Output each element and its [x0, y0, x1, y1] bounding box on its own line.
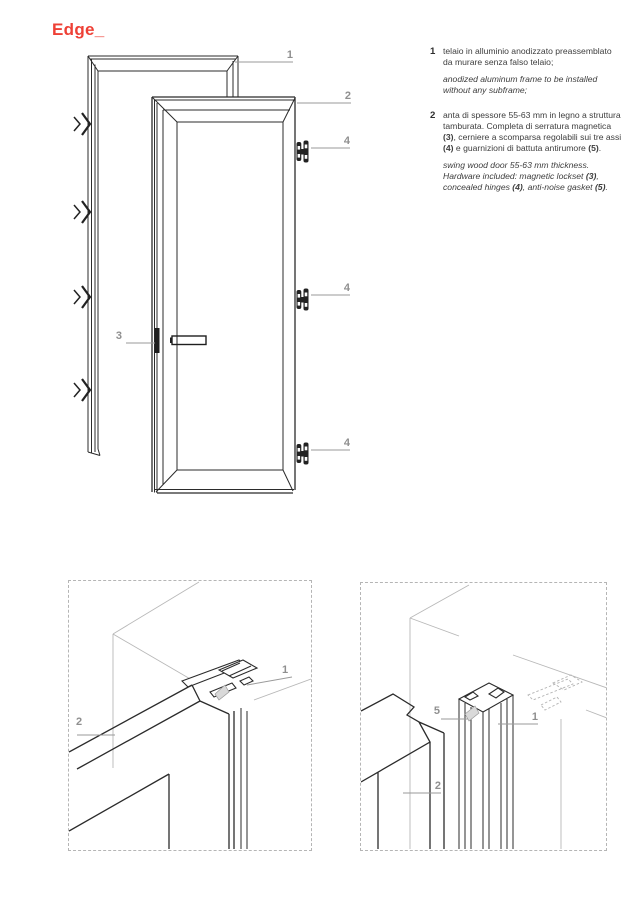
frame-outline — [74, 56, 238, 456]
lock-icon — [155, 328, 160, 353]
callout-gasket-label: 5 — [433, 705, 440, 717]
door-slab-outline — [69, 685, 234, 849]
callout-hinge-top-label: 4 — [343, 135, 350, 147]
callout-door-label: 2 — [75, 716, 83, 728]
callout-frame-label: 1 — [531, 711, 538, 723]
callout-frame-label: 1 — [286, 49, 293, 61]
hinge-icon — [297, 443, 309, 465]
page-title: Edge_ — [52, 20, 105, 39]
spec-list — [430, 46, 622, 207]
wall-construction-lines — [410, 585, 606, 849]
spec-item-door — [430, 110, 622, 193]
spec-text-english: swing wood door 55-63 mm thickness. Hardware included: magnetic lockset (3), concealed hinges (4), anti-noise gasket (5). — [443, 160, 608, 192]
detail-box-frame-top — [68, 580, 312, 851]
phantom-profile-section — [528, 675, 582, 710]
spec-item-marker: 1 — [430, 46, 436, 57]
spec-text-italian: anta di spessore 55-63 mm in legno a struttura tamburata. Completa di serratura magnetica (3), cerniere a scomparsa regolabili sui tre assi (4) e guarnizioni di battuta antirumore (5). — [443, 110, 622, 153]
hinge-icon — [297, 141, 309, 163]
main-door-drawing — [50, 40, 360, 520]
callout-frame-label: 1 — [281, 664, 289, 676]
callout-door-label: 2 — [434, 780, 441, 792]
callout-door-label: 2 — [344, 90, 351, 102]
callout-lock-label: 3 — [115, 330, 122, 342]
door-slab-outline — [361, 694, 444, 849]
detail-left-drawing — [69, 581, 311, 850]
detail-box-frame-side — [360, 582, 607, 851]
callout-hinge-mid-label: 4 — [343, 282, 350, 294]
main-drawing-callouts — [116, 49, 351, 450]
frame-profile-member — [459, 683, 513, 849]
spec-item-marker: 2 — [430, 110, 436, 121]
detail-right-drawing — [361, 583, 606, 850]
callout-hinge-bottom-label: 4 — [343, 437, 350, 449]
handle-icon — [170, 336, 206, 345]
spec-text-italian: telaio in alluminio anodizzato preassemblato da murare senza falso telaio; — [443, 46, 612, 67]
spec-text-english: anodized aluminum frame to be installed without any subframe; — [443, 74, 598, 95]
spec-item-frame — [430, 46, 622, 96]
hinge-icon — [297, 289, 309, 311]
door-outline — [152, 97, 309, 493]
